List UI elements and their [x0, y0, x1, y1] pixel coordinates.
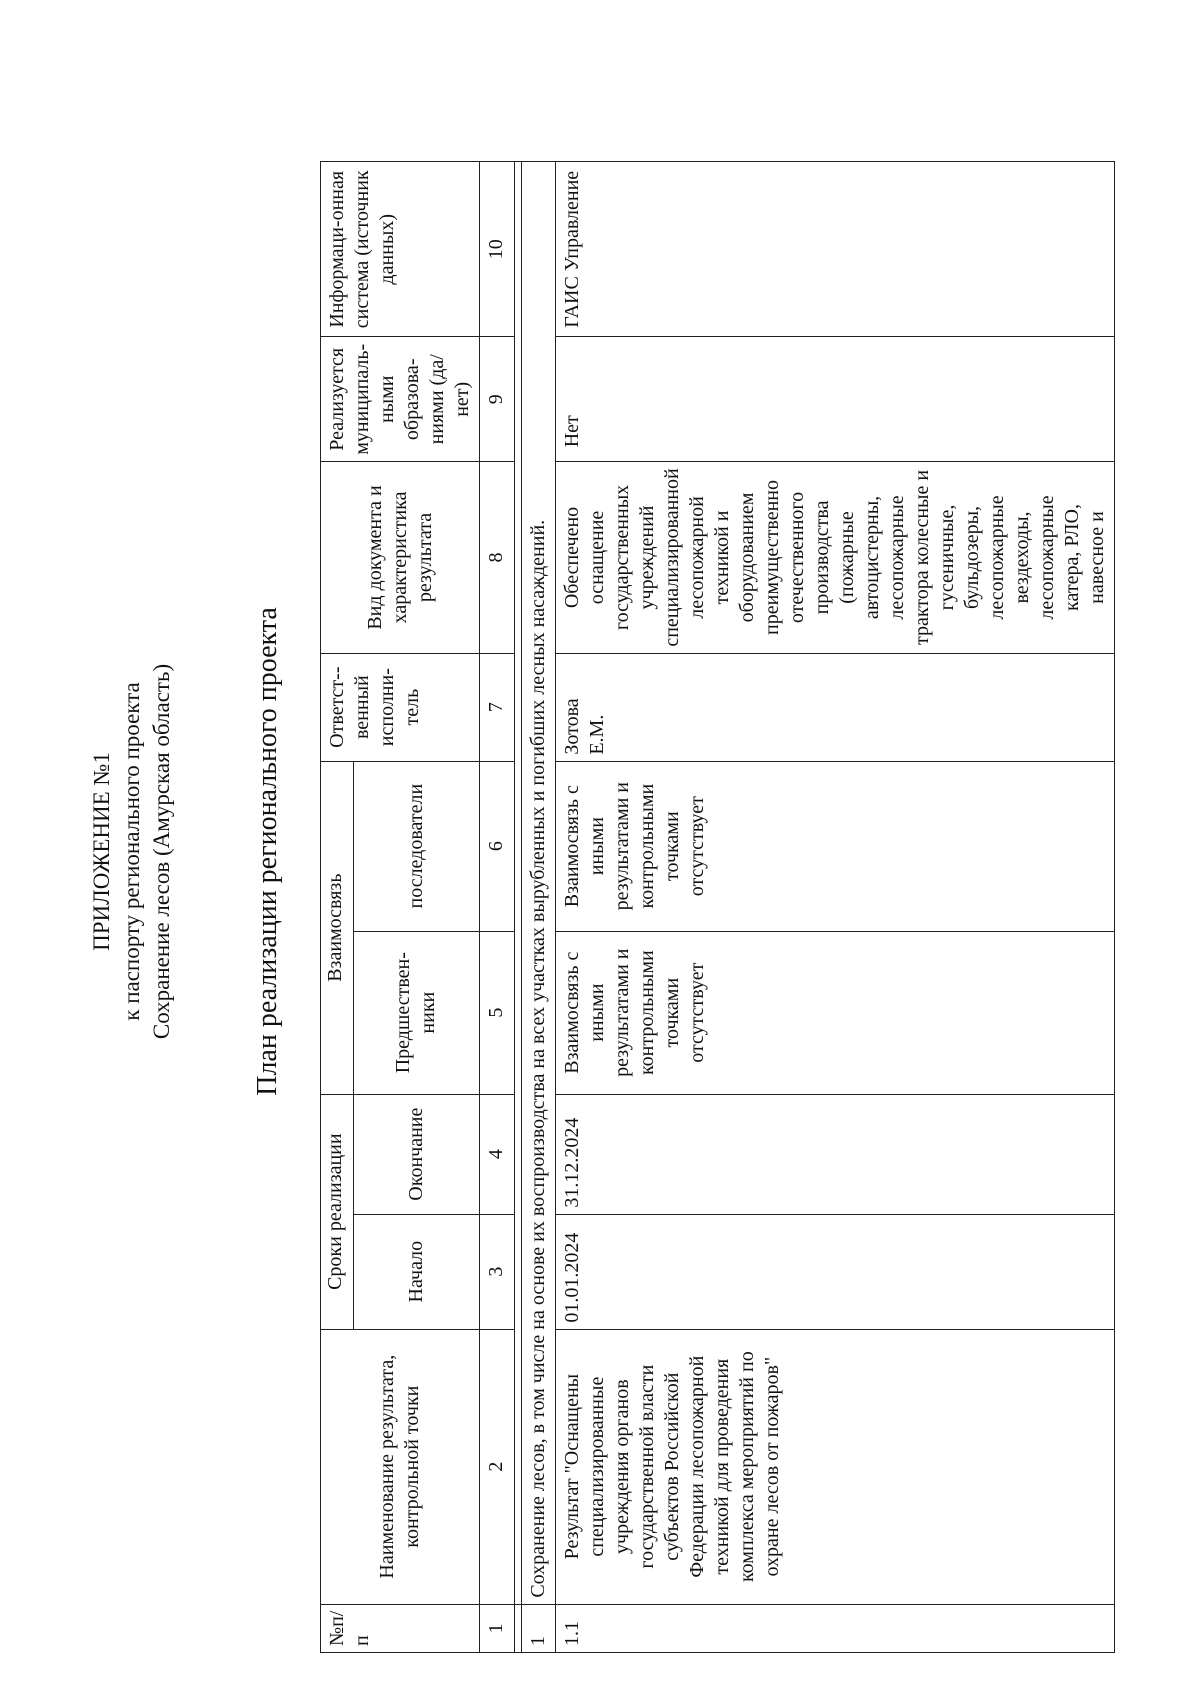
header-responsible: Ответст--венный исполни-тель: [321, 653, 480, 761]
appendix-subtitle: к паспорту регионального проекта: [119, 682, 144, 1021]
header-predecessors: Предшествен-ники: [353, 931, 479, 1094]
row-info-system: ГАИС Управление: [556, 162, 1115, 337]
header-num: №п/п: [321, 1604, 480, 1652]
appendix-project-name: Сохранение лесов (Амурская область): [149, 663, 174, 1040]
section-num: 1: [522, 1604, 556, 1652]
appendix-title: ПРИЛОЖЕНИЕ №1: [89, 752, 114, 951]
header-row: [321, 162, 354, 1653]
spacer-cell: [515, 1604, 522, 1652]
header-info-system: Информаци-онная система (источник данных): [321, 162, 480, 337]
header-end: Окончание: [353, 1094, 479, 1214]
column-number: 8: [480, 462, 515, 653]
header-name: Наименование результата, контрольной точки: [321, 1329, 480, 1604]
row-responsible: Зотова Е.М.: [556, 653, 1115, 761]
row-num: 1.1: [556, 1604, 1115, 1652]
header-links: Взаимосвязь: [321, 761, 354, 1094]
column-number: 7: [480, 653, 515, 761]
section-title: Сохранение лесов, в том числе на основе их воспроизводства на всех участках вырубленных и погибших лесных насаждений.: [522, 162, 556, 1604]
column-number: 4: [480, 1094, 515, 1214]
column-number: 2: [480, 1329, 515, 1604]
header-doc-type: Вид документа и характеристика результата: [321, 462, 480, 653]
spacer-row: [515, 162, 522, 1653]
column-number: 10: [480, 162, 515, 337]
section-row: [522, 162, 556, 1653]
row-start-date: 01.01.2024: [556, 1214, 1115, 1329]
row-result-name: Результат "Оснащены специализированные учреждения органов государственной власти субъектов Российской Федерации лесопожарной техникой для проведения комплекса мероприятий по охране лесов от пожаров": [556, 1329, 1115, 1604]
row-doc-type: Обеспечено оснащение государственных учреждений специализированной лесопожарной техникой и оборудованием преимущественно отечественного производства (пожарные автоцистерны, лесопожарные трактора колесные и гусеничные, бульдозеры, лесопожарные вездеходы, лесопожарные катера, РЛО, навесное и: [556, 462, 1115, 653]
row-predecessors: Взаимосвязь с иными результатами и контрольными точками отсутствует: [556, 931, 1115, 1094]
plan-title: План реализации регионального проекта: [252, 607, 283, 1096]
column-number: 9: [480, 337, 515, 462]
row-end-date: 31.12.2024: [556, 1094, 1115, 1214]
implementation-plan-table: [320, 161, 1115, 1653]
header-start: Начало: [353, 1214, 479, 1329]
table-row: [556, 162, 1115, 1653]
header-terms: Сроки реализации: [321, 1094, 354, 1329]
column-number: 6: [480, 761, 515, 931]
column-number: 5: [480, 931, 515, 1094]
row-municipal: Нет: [556, 337, 1115, 462]
column-number: 1: [480, 1604, 515, 1652]
header-municipal: Реализуется муниципаль-ными образова-ниями (да/нет): [321, 337, 480, 462]
spacer-cell: [515, 162, 522, 1604]
header-successors: последователи: [353, 761, 479, 931]
row-successors: Взаимосвязь с иными результатами и контрольными точками отсутствует: [556, 761, 1115, 931]
column-number: 3: [480, 1214, 515, 1329]
column-numbers-row: [480, 162, 515, 1653]
